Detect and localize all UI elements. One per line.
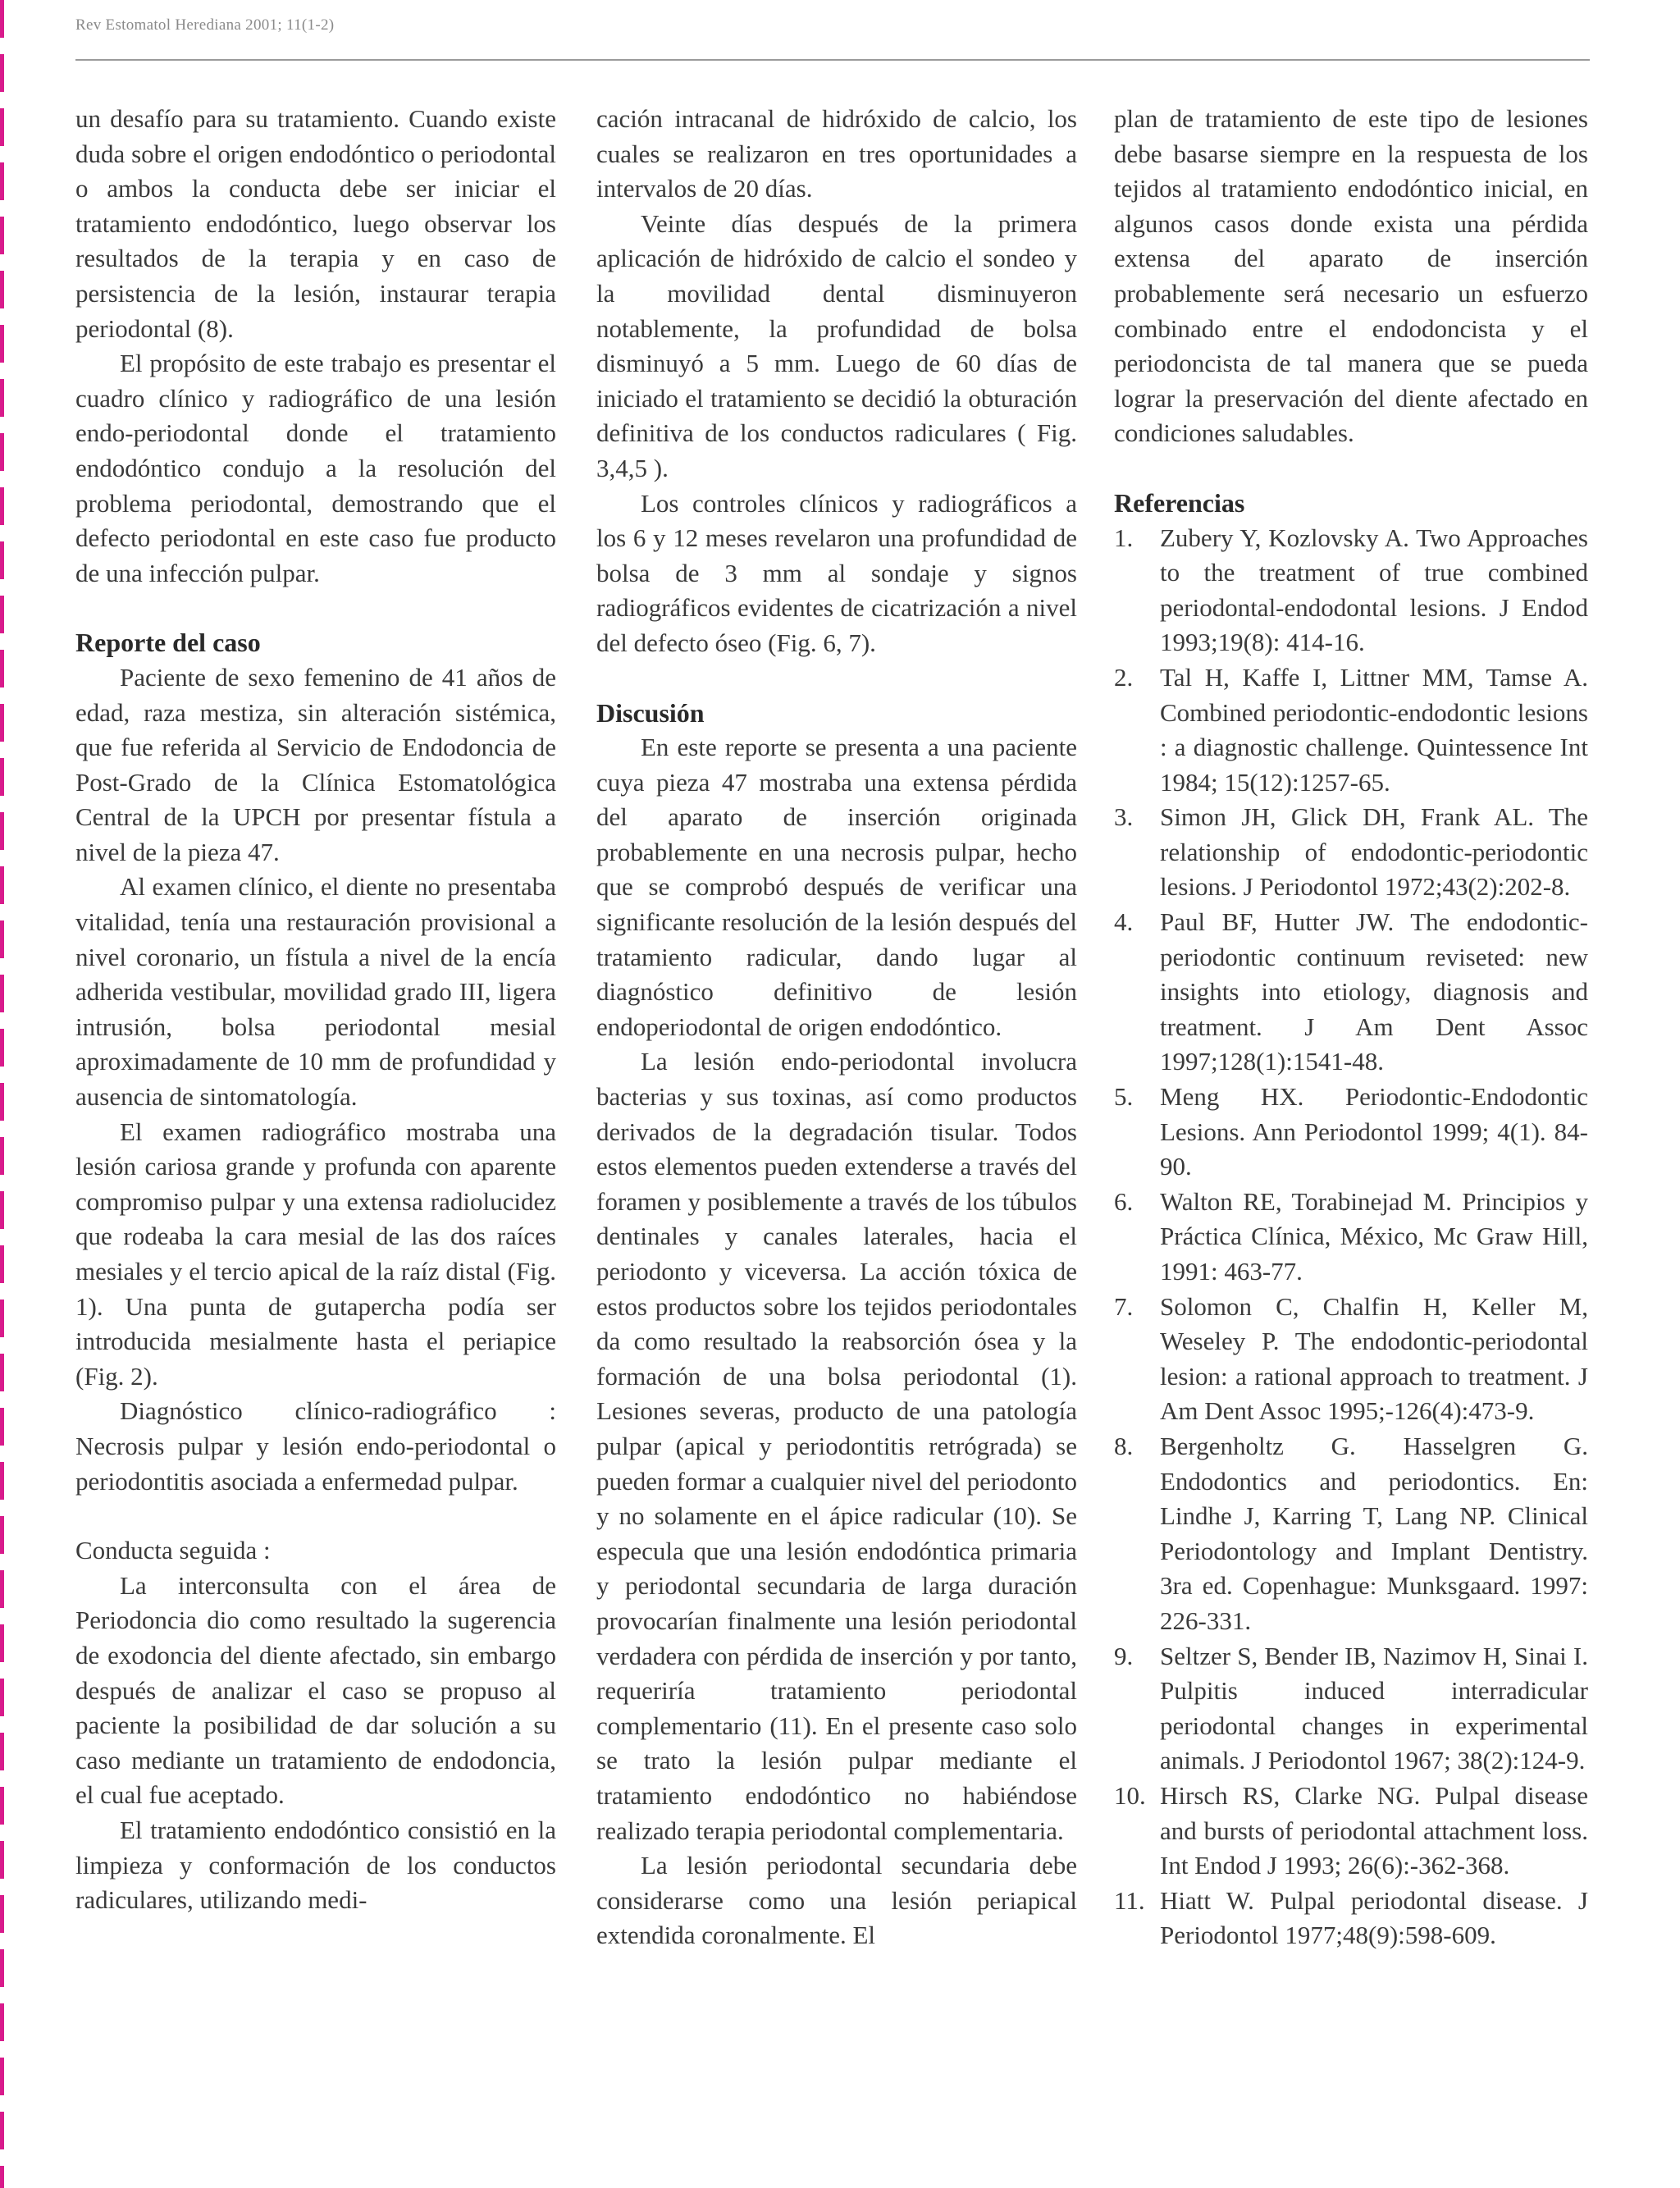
spacer — [75, 591, 556, 625]
reference-item — [1114, 905, 1588, 1080]
reference-number: 3. — [1114, 802, 1134, 832]
reference-number: 4. — [1114, 907, 1134, 937]
paragraph: Al examen clínico, el diente no presentaba vitalidad, tenía una restauración provisional a nivel coronario, un fístula a nivel de la encía adherida vestibular, movilidad grado III, ligera intrusión, bolsa periodontal mesial aproximadamente de 10 mm de profundidad y ausencia de sintomatología. — [75, 872, 556, 1112]
paragraph: Paciente de sexo femenino de 41 años de edad, raza mestiza, sin alteración sistémica, que fue referida al Servicio de Endodoncia de Post-Grado de la Clínica Estomatológica Central de la UPCH por presentar fístula a nivel de la pieza 47. — [75, 662, 556, 866]
paragraph: El propósito de este trabajo es presentar el cuadro clínico y radiográfico de una lesión endo-periodontal donde el tratamiento endodóntico condujo a la resolución del problema periodontal, demostrando que el defecto periodontal en este caso fue producto de una infección pulpar. — [75, 349, 556, 587]
reference-number: 1. — [1114, 523, 1134, 552]
spacer — [596, 661, 1077, 696]
spacer — [75, 1499, 556, 1533]
reference-text: Hiatt W. Pulpal periodontal disease. J Periodontol 1977;48(9):598-609. — [1160, 1885, 1588, 1950]
reference-text: Zubery Y, Kozlovsky A. Two Approaches to the treatment of true combined periodontal-endodontal lesions. J Endod 1993;19(8): 414-16. — [1160, 523, 1588, 657]
reference-number: 10. — [1114, 1780, 1146, 1810]
paragraph: Diagnóstico clínico-radiográfico : Necrosis pulpar y lesión endo-periodontal o periodontitis asociada a enfermedad pulpar. — [75, 1396, 556, 1496]
reference-item — [1114, 521, 1588, 660]
reference-text: Hirsch RS, Clarke NG. Pulpal disease and bursts of periodontal attachment loss. Int Endod J 1993; 26(6):-362-368. — [1160, 1780, 1588, 1880]
reference-number: 8. — [1114, 1431, 1134, 1460]
reference-number: 2. — [1114, 662, 1134, 692]
section-heading-case-report: Reporte del caso — [75, 628, 261, 658]
paragraph: Veinte días después de la primera aplicación de hidróxido de calcio el sondeo y la movilidad dental disminuyeron notablemente, la profundidad de bolsa disminuyó a 5 mm. Luego de 60 días de iniciado el tratamiento se decidió la obturación definitiva de los conductos radiculares ( Fig. 3,4,5 ). — [596, 208, 1077, 482]
reference-number: 7. — [1114, 1291, 1134, 1321]
paragraph: Los controles clínicos y radiográficos a los 6 y 12 meses revelaron una profundidad de bolsa de 3 mm al sondaje y signos radiográficos evidentes de cicatrización a nivel del defecto óseo (Fig. 6, 7). — [596, 488, 1077, 657]
reference-item — [1114, 800, 1588, 905]
reference-item — [1114, 660, 1588, 800]
reference-item — [1114, 1080, 1588, 1185]
spacer — [1114, 451, 1588, 486]
paragraph: cación intracanal de hidróxido de calcio, los cuales se realizaron en tres oportunidades a intervalos de 20 días. — [596, 104, 1077, 203]
reference-item — [1114, 1290, 1588, 1429]
paragraph: un desafío para su tratamiento. Cuando existe duda sobre el origen endodóntico o periodontal o ambos la conducta debe ser iniciar el tratamiento endodóntico, luego observar los resultados de la terapia y en caso de persistencia de la lesión, instaurar terapia periodontal (8). — [75, 104, 556, 343]
reference-item — [1114, 1185, 1588, 1290]
reference-text: Walton RE, Torabinejad M. Principios y Práctica Clínica, México, Mc Graw Hill, 1991: 463-77. — [1160, 1186, 1588, 1286]
reference-item — [1114, 1779, 1588, 1884]
paragraph: En este reporte se presenta a una paciente cuya pieza 47 mostraba una extensa pérdida del aparato de inserción originada probablemente en una necrosis pulpar, hecho que se comprobó después de verificar una significante resolución de la lesión después del tratamiento radicular, dando lugar al diagnóstico definitivo de lesión endoperiodontal de origen endodóntico. — [596, 733, 1077, 1041]
subheading-conduct: Conducta seguida : — [75, 1536, 271, 1565]
paragraph: La lesión endo-periodontal involucra bacterias y sus toxinas, así como productos derivados de la degradación tisular. Todos estos elementos pueden extenderse a través del foramen y posiblemente a través de los túbulos dentinales y canales laterales, hacia el periodonto y viceversa. La acción tóxica de estos productos sobre los tejidos periodontales da como resultado la reabsorción ósea y la formación de una bolsa periodontal (1). Lesiones severas, producto de una patología pulpar (apical y periodontitis retrógrada) se pueden formar a cualquier nivel del periodonto y no solamente en el ápice radicular (10). Se especula que una lesión endodóntica primaria y periodontal secundaria de larga duración provocarían finalmente una lesión periodontal verdadera con pérdida de inserción y por tanto, requeriría tratamiento periodontal complementario (11). En el presente caso solo se trato la lesión pulpar mediante el tratamiento endodóntico no habiéndose realizado terapia periodontal complementaria. — [596, 1047, 1077, 1845]
page-edge-marks — [0, 0, 4, 2188]
running-head: Rev Estomatol Herediana 2001; 11(1-2) — [75, 16, 335, 34]
reference-item — [1114, 1429, 1588, 1639]
reference-number: 9. — [1114, 1641, 1134, 1670]
paragraph: La lesión periodontal secundaria debe considerarse como una lesión periapical extendida coronalmente. El — [596, 1851, 1077, 1950]
column-1 — [75, 102, 556, 1918]
section-heading-references: Referencias — [1114, 487, 1245, 518]
paragraph: plan de tratamiento de este tipo de lesiones debe basarse siempre en la respuesta de los tejidos al tratamiento endodóntico inicial, en algunos casos donde exista una pérdida extensa del aparato de inserción probablemente será necesario un esfuerzo combinado entre el endodoncista y el periodoncista de tal manera que se pueda lograr la preservación del diente afectado en condiciones saludables. — [1114, 104, 1588, 448]
paragraph: La interconsulta con el área de Periodoncia dio como resultado la sugerencia de exodoncia del diente afectado, sin embargo después de analizar el caso se propuso al paciente la posibilidad de dar solución a su caso mediante un tratamiento de endodoncia, el cual fue aceptado. — [75, 1570, 556, 1810]
reference-text: Seltzer S, Bender IB, Nazimov H, Sinai I. Pulpitis induced interradicular periodontal changes in experimental animals. J Periodontol 1967; 38(2):124-9. — [1160, 1641, 1588, 1775]
reference-text: Bergenholtz G. Hasselgren G. Endodontics and periodontics. En: Lindhe J, Karring T, Lang NP. Clinical Periodontology and Implant Dentistry. 3ra ed. Copenhague: Munksgaard. 1997: 226-331. — [1160, 1431, 1588, 1635]
column-3 — [1114, 102, 1588, 1953]
reference-text: Meng HX. Periodontic-Endodontic Lesions. Ann Periodontol 1999; 4(1). 84-90. — [1160, 1082, 1588, 1181]
reference-text: Tal H, Kaffe I, Littner MM, Tamse A. Combined periodontic-endodontic lesions : a diagnostic challenge. Quintessence Int 1984; 15(12):1257-65. — [1160, 662, 1588, 797]
column-2 — [596, 102, 1077, 1953]
reference-text: Paul BF, Hutter JW. The endodontic-periodontic continuum reviseted: new insights into etiology, diagnosis and treatment. J Am Dent Assoc 1997;128(1):1541-48. — [1160, 907, 1588, 1076]
section-heading-discussion: Discusión — [596, 697, 705, 728]
reference-item — [1114, 1639, 1588, 1779]
reference-number: 11. — [1114, 1885, 1145, 1915]
reference-number: 6. — [1114, 1186, 1134, 1216]
reference-text: Simon JH, Glick DH, Frank AL. The relationship of endodontic-periodontic lesions. J Periodontol 1972;43(2):202-8. — [1160, 802, 1588, 902]
reference-number: 5. — [1114, 1082, 1134, 1112]
reference-text: Solomon C, Chalfin H, Keller M, Weseley P. The endodontic-periodontal lesion: a rational approach to treatment. J Am Dent Assoc 1995;-126(4):473-9. — [1160, 1291, 1588, 1426]
reference-item — [1114, 1884, 1588, 1953]
reference-list — [1114, 521, 1588, 1953]
paragraph: El tratamiento endodóntico consistió en la limpieza y conformación de los conductos radiculares, utilizando medi- — [75, 1815, 556, 1915]
paragraph: El examen radiográfico mostraba una lesión cariosa grande y profunda con aparente compromiso pulpar y una extensa radiolucidez que rodeaba la cara mesial de las dos raíces mesiales y el tercio apical de la raíz distal (Fig. 1). Una punta de gutapercha podía ser introducida mesialmente hasta el periapice (Fig. 2). — [75, 1117, 556, 1391]
header-rule — [75, 59, 1590, 61]
